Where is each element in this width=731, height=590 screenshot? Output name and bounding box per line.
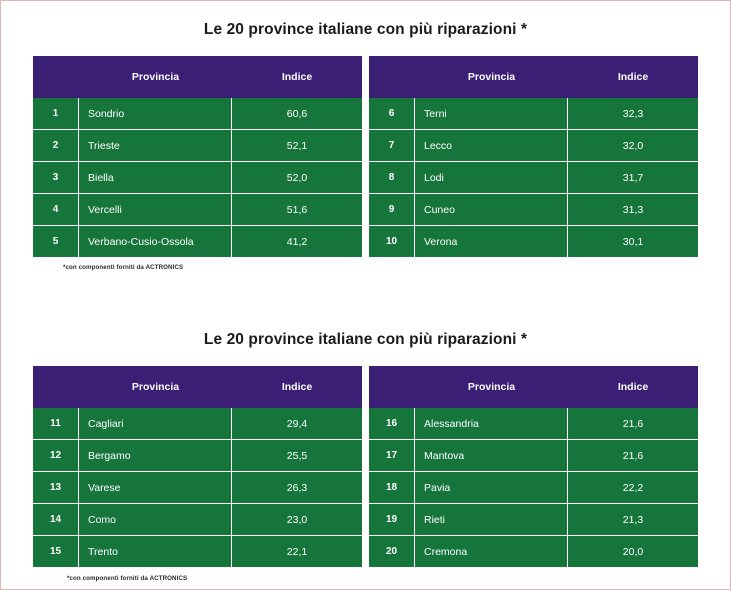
cell-rank: 5 (33, 226, 79, 257)
table-row (33, 472, 362, 504)
cell-indice: 31,7 (568, 162, 698, 194)
cell-rank: 6 (369, 98, 415, 130)
table-row (33, 194, 362, 226)
cell-rank: 7 (369, 130, 415, 162)
table-row (33, 162, 362, 194)
table-row (369, 194, 698, 226)
cell-provincia: Bergamo (79, 440, 232, 472)
cell-indice: 52,1 (232, 130, 362, 162)
ranking-section-2 (1, 271, 730, 582)
cell-provincia: Trieste (79, 130, 232, 162)
tables-row-1 (31, 56, 700, 257)
table-header-row (33, 366, 362, 408)
column-header-provincia: Provincia (415, 56, 568, 98)
ranking-table-1-left (33, 56, 362, 257)
cell-rank: 18 (369, 472, 415, 504)
cell-provincia: Como (79, 504, 232, 536)
cell-rank: 8 (369, 162, 415, 194)
cell-provincia: Biella (79, 162, 232, 194)
cell-indice: 26,3 (232, 472, 362, 504)
cell-indice: 30,1 (568, 226, 698, 257)
cell-rank: 14 (33, 504, 79, 536)
cell-provincia: Trento (79, 536, 232, 567)
table-row (369, 130, 698, 162)
cell-indice: 22,1 (232, 536, 362, 567)
table-header-row (369, 366, 698, 408)
table-row (33, 226, 362, 257)
column-header-indice: Indice (232, 56, 362, 98)
table-row (369, 504, 698, 536)
table-header-row (369, 56, 698, 98)
table-row (33, 504, 362, 536)
cell-indice: 23,0 (232, 504, 362, 536)
cell-indice: 21,3 (568, 504, 698, 536)
cell-provincia: Alessandria (415, 408, 568, 440)
cell-indice: 31,3 (568, 194, 698, 226)
cell-provincia: Pavia (415, 472, 568, 504)
table-row (369, 536, 698, 567)
cell-provincia: Vercelli (79, 194, 232, 226)
cell-provincia: Verona (415, 226, 568, 257)
cell-provincia: Cuneo (415, 194, 568, 226)
cell-indice: 32,0 (568, 130, 698, 162)
table-row (369, 162, 698, 194)
ranking-table-2-left (33, 366, 362, 567)
column-header-provincia: Provincia (79, 366, 232, 408)
table-row (33, 536, 362, 567)
column-header-rank (33, 56, 79, 98)
ranking-table-2-right (369, 366, 698, 567)
table-row (33, 98, 362, 130)
cell-indice: 51,6 (232, 194, 362, 226)
cell-indice: 32,3 (568, 98, 698, 130)
cell-provincia: Sondrio (79, 98, 232, 130)
cell-indice: 60,6 (232, 98, 362, 130)
table-row (369, 408, 698, 440)
cell-rank: 17 (369, 440, 415, 472)
column-header-indice: Indice (568, 56, 698, 98)
cell-rank: 11 (33, 408, 79, 440)
cell-provincia: Varese (79, 472, 232, 504)
table-header-row (33, 56, 362, 98)
cell-rank: 12 (33, 440, 79, 472)
cell-provincia: Lodi (415, 162, 568, 194)
table-row (369, 98, 698, 130)
cell-rank: 16 (369, 408, 415, 440)
cell-rank: 10 (369, 226, 415, 257)
cell-rank: 2 (33, 130, 79, 162)
cell-rank: 19 (369, 504, 415, 536)
cell-rank: 20 (369, 536, 415, 567)
column-header-provincia: Provincia (79, 56, 232, 98)
cell-provincia: Cremona (415, 536, 568, 567)
column-header-indice: Indice (568, 366, 698, 408)
page-title-2: Le 20 province italiane con più riparazioni * (203, 331, 528, 348)
cell-provincia: Verbano-Cusio-Ossola (79, 226, 232, 257)
column-header-rank (369, 366, 415, 408)
ranking-table-1-right (369, 56, 698, 257)
cell-indice: 41,2 (232, 226, 362, 257)
table-row (369, 226, 698, 257)
cell-provincia: Lecco (415, 130, 568, 162)
page-title: Le 20 province italiane con più riparazioni * (203, 21, 528, 38)
column-header-rank (33, 366, 79, 408)
tables-row-2 (31, 366, 700, 567)
footnote-1: *con componenti forniti da ACTRONICS (63, 264, 184, 271)
cell-rank: 3 (33, 162, 79, 194)
cell-provincia: Terni (415, 98, 568, 130)
cell-provincia: Mantova (415, 440, 568, 472)
cell-indice: 21,6 (568, 440, 698, 472)
column-header-indice: Indice (232, 366, 362, 408)
cell-provincia: Cagliari (79, 408, 232, 440)
cell-provincia: Rieti (415, 504, 568, 536)
column-header-provincia: Provincia (415, 366, 568, 408)
footnote-2: *con componenti forniti da ACTRONICS (67, 575, 188, 582)
table-row (33, 440, 362, 472)
cell-rank: 1 (33, 98, 79, 130)
table-row (33, 408, 362, 440)
cell-rank: 9 (369, 194, 415, 226)
cell-indice: 29,4 (232, 408, 362, 440)
cell-rank: 4 (33, 194, 79, 226)
table-row (369, 440, 698, 472)
cell-rank: 15 (33, 536, 79, 567)
table-row (33, 130, 362, 162)
cell-indice: 25,5 (232, 440, 362, 472)
cell-indice: 22,2 (568, 472, 698, 504)
cell-rank: 13 (33, 472, 79, 504)
cell-indice: 52,0 (232, 162, 362, 194)
table-row (369, 472, 698, 504)
cell-indice: 20,0 (568, 536, 698, 567)
column-header-rank (369, 56, 415, 98)
ranking-section-1 (1, 1, 730, 271)
cell-indice: 21,6 (568, 408, 698, 440)
